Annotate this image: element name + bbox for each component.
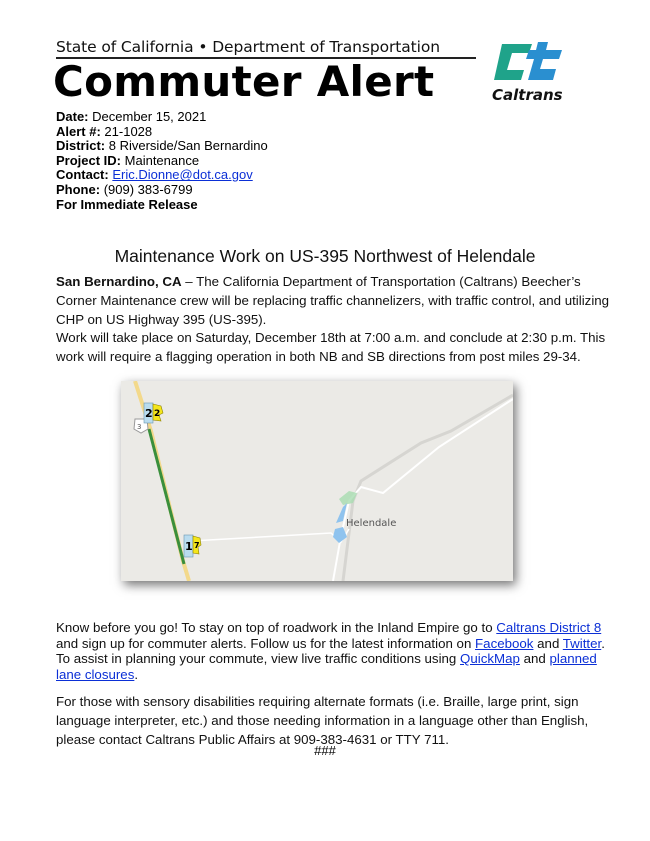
caltrans-logo (488, 40, 574, 105)
svg-text:2: 2 (145, 407, 153, 420)
contact-row: Contact: Eric.Dionne@dot.ca.gov (56, 167, 253, 183)
svg-text:2: 2 (154, 409, 161, 419)
contact-email-link[interactable]: Eric.Dionne@dot.ca.gov (112, 167, 253, 183)
district-value: 8 Riverside/San Bernardino (108, 138, 268, 154)
svg-text:7: 7 (194, 541, 200, 550)
map-image (121, 381, 513, 581)
map-place-label: Helendale (346, 518, 397, 529)
twitter-link[interactable]: Twitter (562, 635, 602, 651)
phone-value: (909) 383-6799 (103, 181, 193, 197)
svg-text:3: 3 (137, 423, 142, 431)
paragraph-links: Know before you go! To stay on top of roadwork in the Inland Empire go to Caltrans District 8 and sign up for commuter alerts. Follow us for the latest information on Facebook and Twitter. To assist in planning your commute, view live traffic conditions using QuickMap and planned lane closures. (56, 620, 605, 682)
alert-row: Alert #: 21-1028 (56, 123, 153, 139)
end-mark: ### (314, 743, 336, 758)
project-value: Maintenance (124, 152, 200, 168)
map-marker-2[interactable] (144, 403, 163, 423)
dateline: San Bernardino, CA (56, 274, 182, 289)
map-marker-1[interactable] (184, 535, 201, 557)
alert-number: 21-1028 (104, 123, 153, 139)
page-title: Commuter Alert (53, 57, 435, 106)
project-row: Project ID: Maintenance (56, 152, 200, 168)
release-row: For Immediate Release (56, 196, 198, 212)
date-value: December 15, 2021 (92, 109, 207, 124)
lane-closures-link[interactable]: planned lane closures (56, 651, 597, 682)
paragraph-schedule: Work will take place on Saturday, December 18th at 7:00 a.m. and conclude at 2:30 p.m. This work will require a flagging operation in both NB and SB directions from post miles 29-34. (56, 330, 606, 364)
alert-metadata (56, 110, 268, 212)
district-row: District: 8 Riverside/San Bernardino (56, 138, 268, 154)
caltrans-logo-icon (488, 40, 574, 105)
paragraph-accessibility: For those with sensory disabilities requiring alternate formats (i.e. Braille, large print, sign language interpreter, etc.) and those needing information in a language other than English, please contact Caltrans Public Affairs at 909-383-4631 or TTY 711. (56, 694, 589, 747)
headline: Maintenance Work on US-395 Northwest of Helendale (114, 246, 536, 266)
caltrans-district-8-link[interactable]: Caltrans District 8 (496, 620, 602, 635)
caltrans-wordmark: Caltrans (492, 86, 563, 104)
svg-text:1: 1 (185, 540, 193, 553)
phone-row: Phone: (909) 383-6799 (56, 181, 193, 197)
paragraph-intro: San Bernardino, CA – The California Department of Transportation (Caltrans) Beecher’s Corner Maintenance crew will be replacing traffic channelizers, with traffic control, and utilizing CHP on US Highway 395 (US-395). (56, 274, 610, 327)
quickmap-link[interactable]: QuickMap (460, 651, 520, 666)
agency-line: State of California • Department of Transportation (56, 38, 440, 56)
facebook-link[interactable]: Facebook (475, 635, 534, 651)
date-row: Date: December 15, 2021 (56, 109, 207, 124)
